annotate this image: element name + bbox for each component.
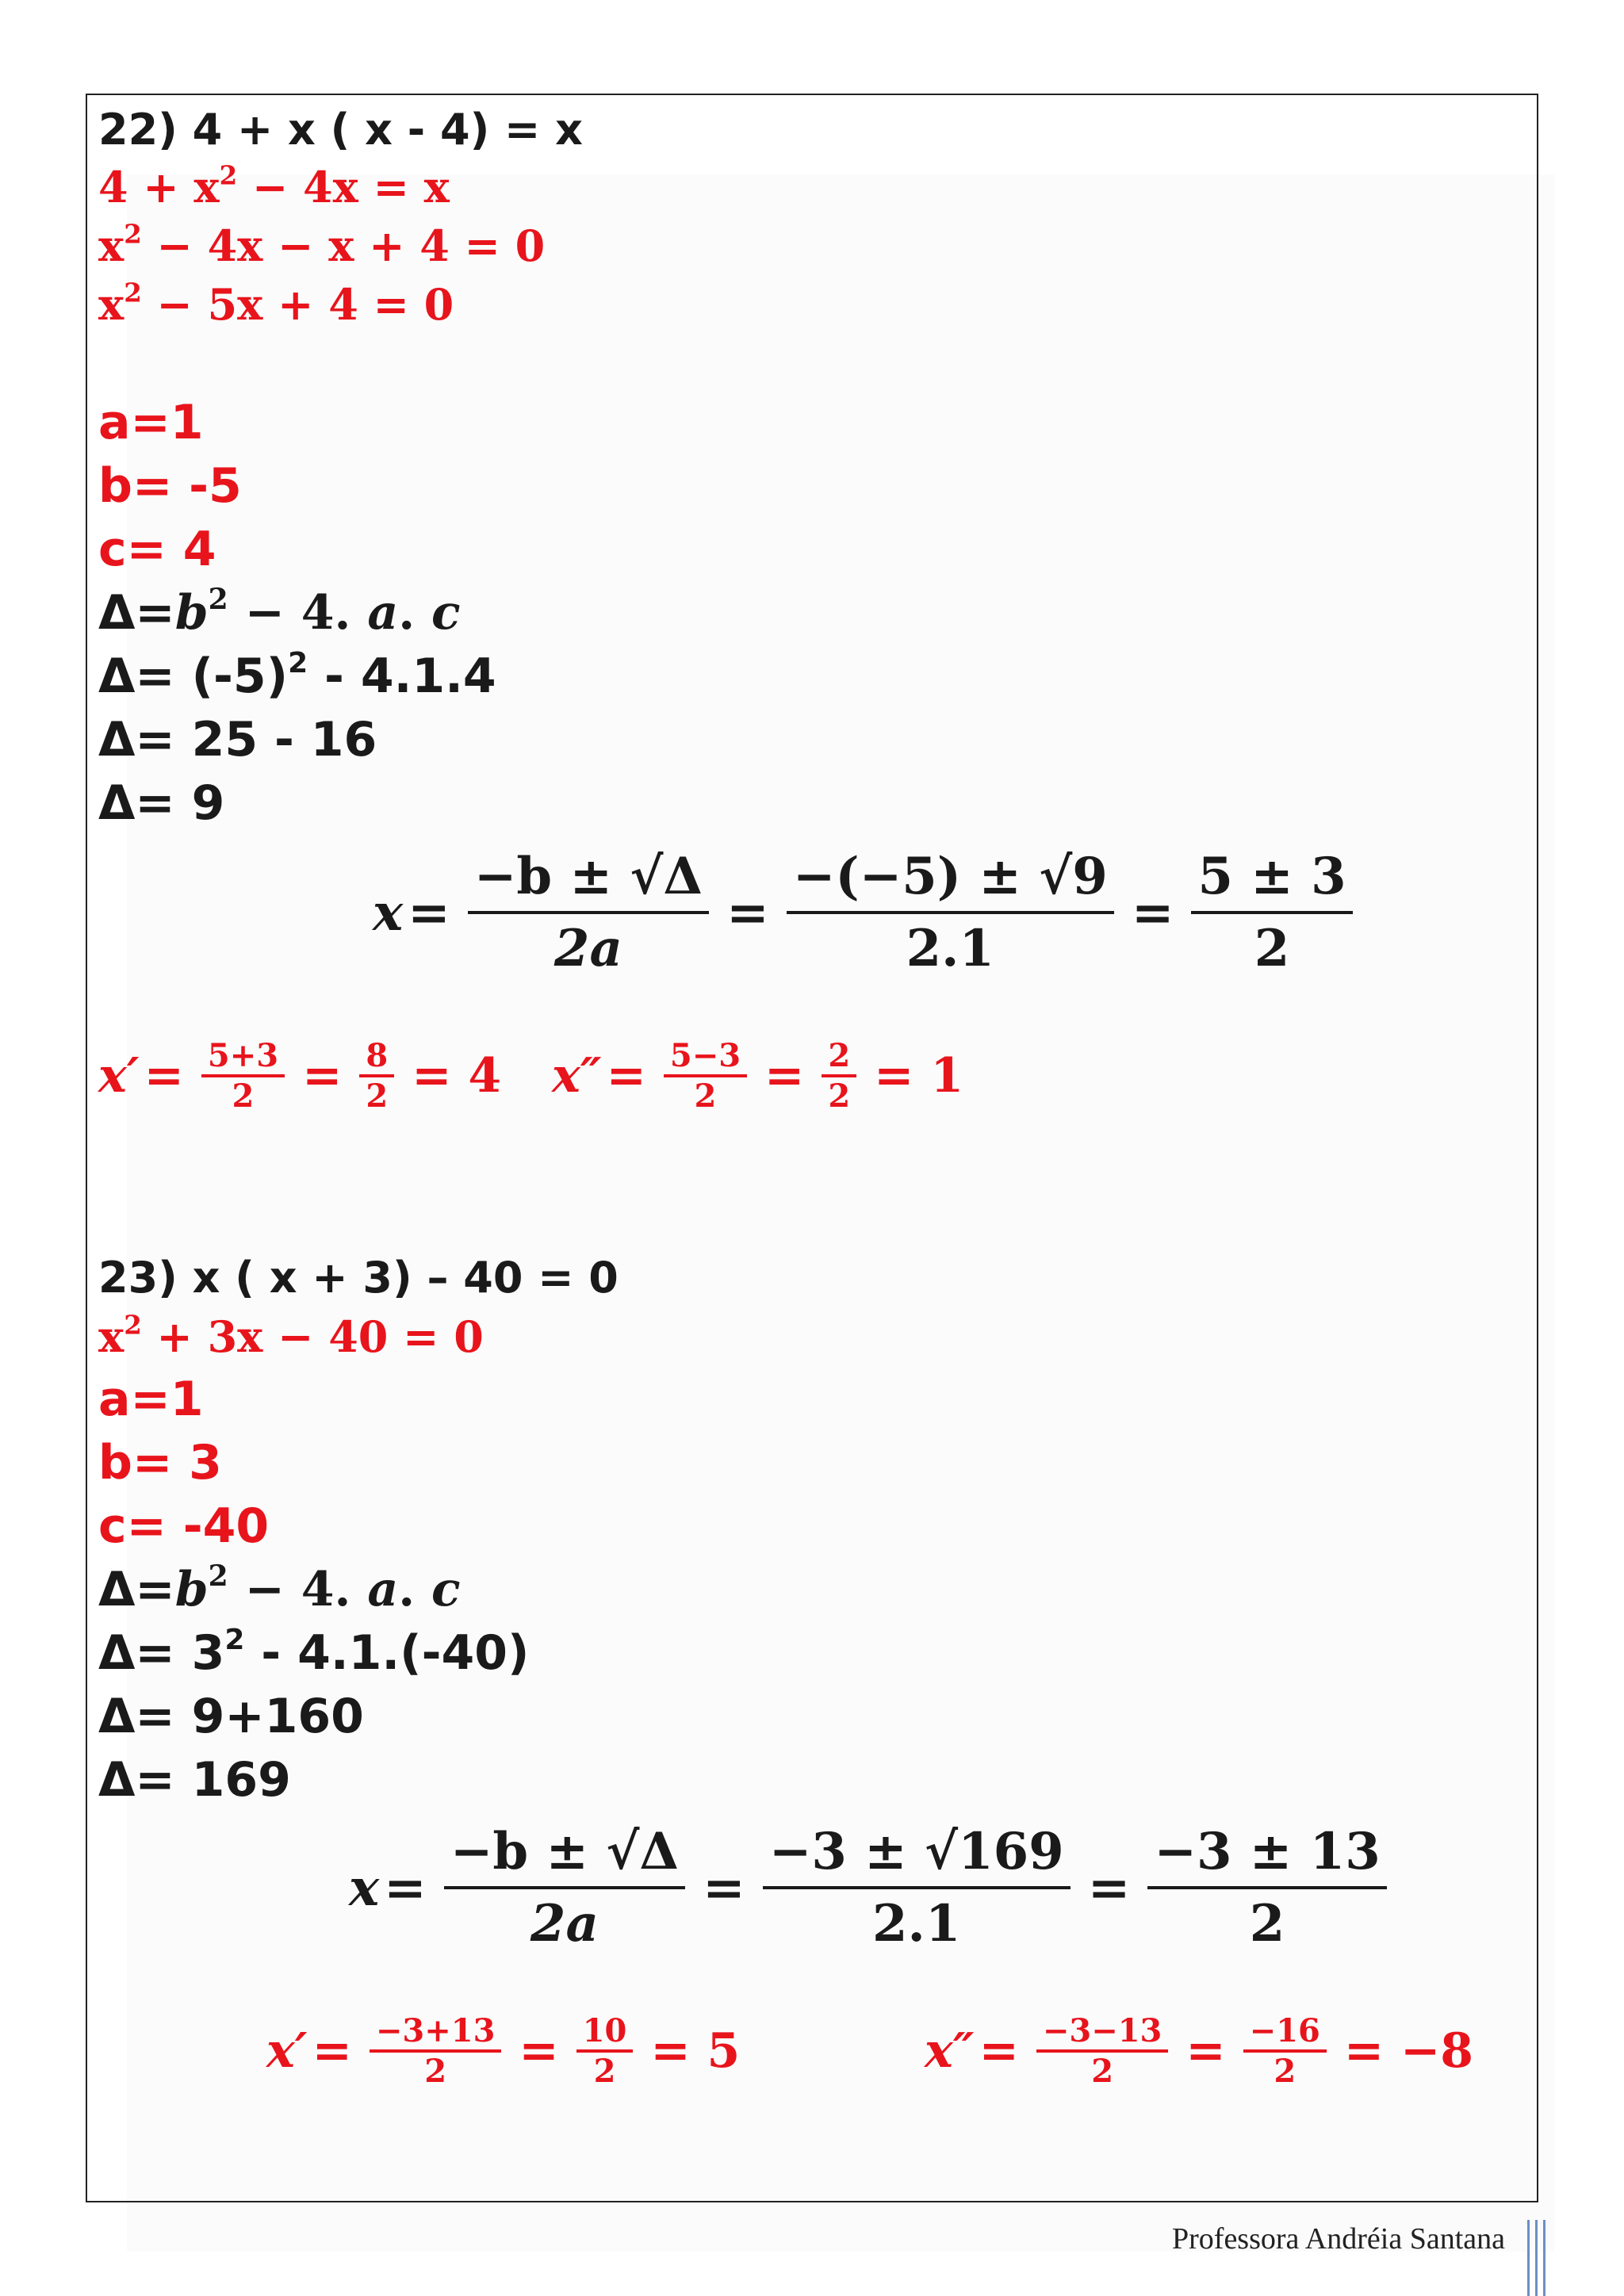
p22-root-2-frac-1 [664,1037,747,1115]
p22-step-1-a: 4 + x [98,162,220,212]
p23-bhaskara-den-2: 2.1 [872,1894,961,1954]
footer-author: Professora Andréia Santana [1172,2222,1505,2256]
p23-delta-formula-c: − 4. [228,1562,368,1617]
p22-coef-b: b= -5 [98,458,242,514]
p22-root-1-num-2: 8 [366,1037,389,1074]
p22-delta-formula-d: a [367,585,399,641]
p23-bhaskara-num-1: −b ± √Δ [450,1822,680,1881]
p23-step-1-b: + 3x − 40 = 0 [141,1311,484,1362]
p23-bhaskara-frac-3 [1147,1822,1386,1954]
p22-step-1-b: − 4x = x [237,162,450,212]
p23-root-1-frac-1 [370,2012,502,2090]
p22-bhaskara-num-1: −b ± √Δ [473,847,703,906]
p23-bhaskara-eq1: = [384,1858,427,1918]
p22-root-2-den-1: 2 [694,1077,717,1115]
p22-root-1-den-2: 2 [366,1077,389,1115]
p23-step-1-a: x [98,1311,124,1362]
p22-step-2-sup: 2 [124,219,142,250]
p23-delta-sub-a: Δ= 3 [98,1625,225,1681]
p23-bhaskara-frac-1 [444,1822,685,1954]
p22-root-2 [552,1037,968,1115]
p23-delta-formula-f: c [431,1562,461,1617]
p23-root-1-x: x′ [266,2023,308,2079]
p23-root-1-result: = 5 [650,2023,741,2079]
p22-delta-sub-b: - 4.1.4 [308,649,496,704]
p23-bhaskara-den-3: 2 [1249,1894,1285,1954]
p23-delta-sub-b: - 4.1.(-40) [244,1625,530,1681]
p23-delta-formula [98,1559,461,1617]
p23-delta-formula-d: a [367,1562,399,1617]
p22-delta-formula-e: . [398,585,431,641]
p23-step-1-sup: 2 [124,1310,142,1341]
p22-root-2-den-2: 2 [828,1077,851,1115]
p23-delta-formula-a: Δ= [98,1562,175,1617]
p22-root-2-x: x″ [552,1048,602,1104]
p23-root-1-den-1: 2 [424,2053,447,2090]
p23-root-2-eq2: = [1185,2023,1226,2079]
p22-root-1-frac-2 [359,1037,394,1115]
p23-root-2-den-2: 2 [1274,2053,1297,2090]
p22-step-3-b: − 5x + 4 = 0 [141,279,454,330]
p23-bhaskara-eq2: = [703,1858,745,1918]
p23-delta-formula-sup: 2 [208,1559,228,1593]
p23-root-1 [266,2012,745,2090]
p23-delta-formula-b: b [174,1562,209,1617]
p22-bhaskara-eq1: = [408,882,450,943]
p23-root-1-num-1: −3+13 [375,2012,496,2049]
p23-delta-sub-sup: 2 [224,1623,245,1656]
p22-delta-formula-b: b [174,585,209,641]
p22-delta-formula-sup: 2 [208,582,228,616]
p23-root-2-frac-2 [1243,2012,1327,2090]
p23-root-1-eq2: = [519,2023,559,2079]
p23-root-1-eq1: = [312,2023,352,2079]
p22-bhaskara-frac-2 [787,847,1114,978]
p22-step-2-a: x [98,220,124,271]
p23-bhaskara-num-3: −3 ± 13 [1154,1822,1381,1881]
p22-delta-step: Δ= 25 - 16 [98,712,377,767]
p22-root-1-x: x′ [98,1048,140,1104]
p23-root-1-frac-2 [576,2012,634,2090]
p23-delta-formula-e: . [398,1562,431,1617]
p22-root-1-num-1: 5+3 [207,1037,279,1074]
p22-root-2-eq1: = [606,1048,646,1104]
p22-bhaskara-formula [373,847,1365,978]
p22-step-3-a: x [98,279,124,330]
p23-bhaskara-x: x [349,1858,380,1918]
p23-root-1-num-2: 10 [582,2012,627,2049]
p23-bhaskara-num-2: −3 ± √169 [768,1822,1064,1881]
p22-delta-formula-f: c [431,585,461,641]
p22-coef-a: a=1 [98,395,204,450]
p23-coef-b: b= 3 [98,1435,222,1490]
p23-delta-value: Δ= 169 [98,1752,291,1808]
p22-bhaskara-den-3: 2 [1254,919,1290,978]
p22-root-1 [98,1037,506,1115]
p22-root-1-eq2: = [302,1048,343,1104]
p23-root-2-den-1: 2 [1091,2053,1114,2090]
p22-root-2-num-2: 2 [828,1037,851,1074]
p22-delta-sub-a: Δ= (-5) [98,649,289,704]
p22-bhaskara-den-2: 2.1 [906,919,994,978]
p23-bhaskara-formula [349,1822,1400,1954]
p23-bhaskara-eq3: = [1087,1858,1131,1918]
p22-delta-sub-sup: 2 [288,646,308,679]
p22-step-2-b: − 4x − x + 4 = 0 [141,220,546,271]
p22-root-1-frac-1 [201,1037,285,1115]
p22-delta-formula-c: − 4. [228,585,368,641]
p22-bhaskara-num-2: −(−5) ± √9 [792,847,1108,906]
p22-root-1-eq1: = [144,1048,184,1104]
p23-bhaskara-frac-2 [763,1822,1071,1954]
p22-root-1-result: = 4 [412,1048,502,1104]
p22-coef-c: c= 4 [98,522,216,577]
p22-step-3-sup: 2 [124,277,142,308]
p23-delta-substitution [98,1625,529,1681]
p23-root-2-frac-1 [1036,2012,1169,2090]
decor-line [1527,2220,1530,2296]
p22-step-1-sup: 2 [219,160,238,191]
p22-bhaskara-den-1: 2a [553,919,622,978]
p23-root-2 [925,2012,1478,2090]
p23-root-1-den-2: 2 [593,2053,616,2090]
p22-bhaskara-eq3: = [1131,882,1174,943]
p23-step-1 [98,1311,484,1362]
p22-delta-value: Δ= 9 [98,775,225,831]
p22-root-1-den-1: 2 [232,1077,255,1115]
p23-coef-c: c= -40 [98,1498,270,1554]
p22-step-1 [98,162,450,212]
p22-delta-substitution [98,646,496,704]
p23-delta-step: Δ= 9+160 [98,1689,364,1744]
p22-root-2-eq2: = [764,1048,805,1104]
problem-23-title: 23) x ( x + 3) – 40 = 0 [98,1253,619,1303]
p22-root-2-result: = 1 [874,1048,964,1104]
p22-bhaskara-frac-3 [1191,847,1352,978]
decor-line [1543,2220,1545,2296]
p22-delta-formula-a: Δ= [98,585,175,641]
p22-root-2-frac-2 [822,1037,856,1115]
p22-bhaskara-eq2: = [726,882,769,943]
p23-coef-a: a=1 [98,1372,204,1427]
problem-22-title: 22) 4 + x ( x - 4) = x [98,105,583,155]
p22-bhaskara-num-3: 5 ± 3 [1197,847,1346,906]
p23-root-2-num-1: −3−13 [1042,2012,1162,2049]
p23-bhaskara-den-1: 2a [530,1894,599,1954]
p22-step-2 [98,220,545,271]
p22-step-3 [98,279,454,330]
p23-root-2-eq1: = [979,2023,1019,2079]
p23-root-2-x: x″ [925,2023,975,2079]
p22-bhaskara-x: x [373,882,404,943]
p22-delta-formula [98,582,461,641]
p23-root-2-num-2: −16 [1249,2012,1320,2049]
decor-line [1535,2220,1538,2296]
p23-root-2-result: = −8 [1343,2023,1474,2079]
p22-bhaskara-frac-1 [468,847,709,978]
p22-root-2-num-1: 5−3 [669,1037,741,1074]
